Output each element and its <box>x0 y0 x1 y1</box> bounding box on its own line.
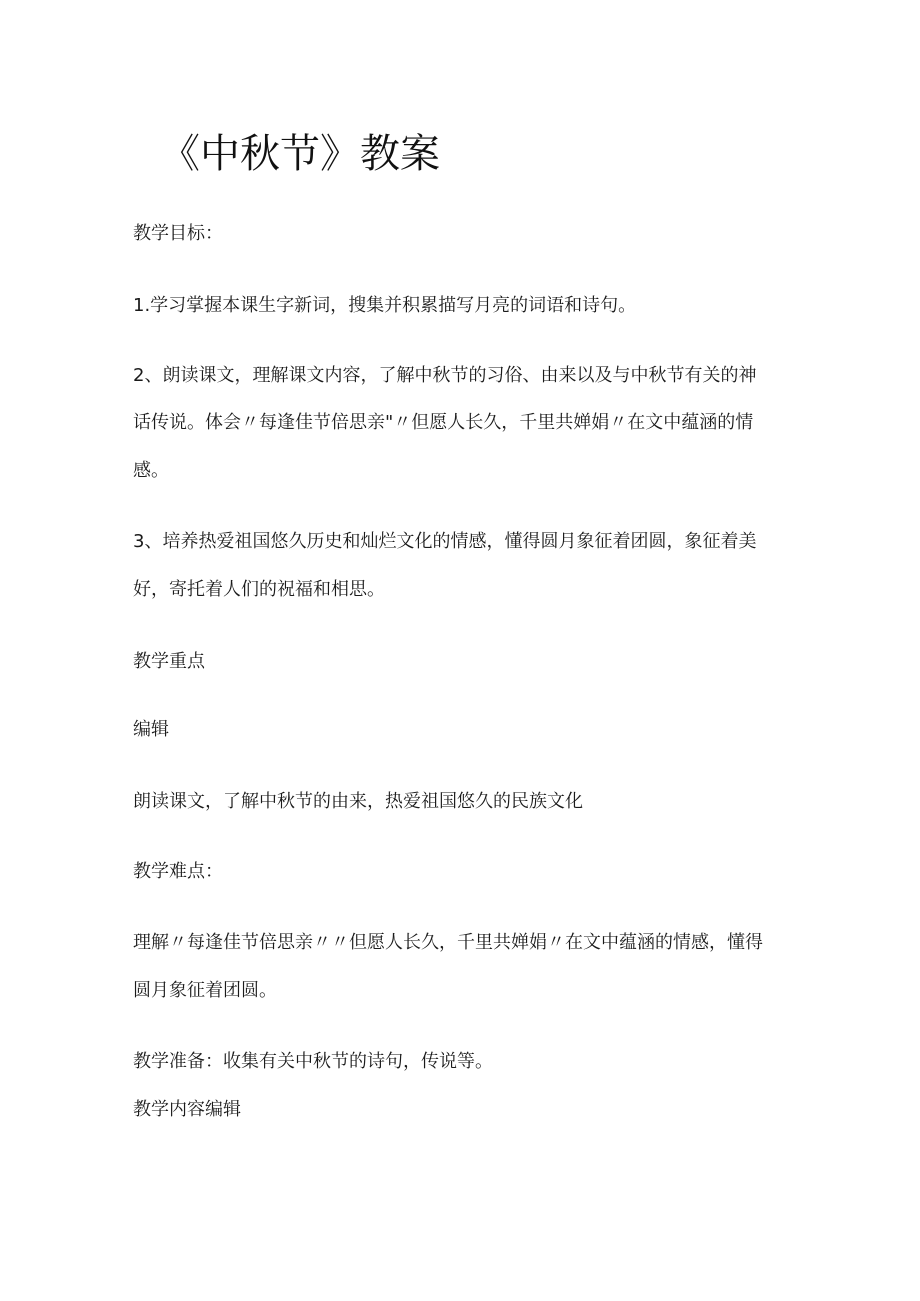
preparation-text: 教学准备：收集有关中秋节的诗句，传说等。 <box>133 1051 493 1072</box>
objective-1: 1.学习掌握本课生字新词，搜集并积累描写月亮的词语和诗句。 <box>133 295 637 316</box>
difficulties-line-2: 圆月象征着团圆。 <box>133 980 277 1001</box>
objective-3-line-1: 3、培养热爱祖国悠久历史和灿烂文化的情感，懂得圆月象征着团圆，象征着美 <box>133 531 757 552</box>
document-title: 《中秋节》教案 <box>160 131 440 177</box>
objective-2-line-1: 2、朗读课文，理解课文内容，了解中秋节的习俗、由来以及与中秋节有关的神 <box>133 365 757 386</box>
section-heading-content-edit: 教学内容编辑 <box>133 1099 241 1120</box>
section-heading-objectives: 教学目标： <box>133 223 223 244</box>
edit-label: 编辑 <box>133 719 169 740</box>
objective-2-line-2: 话传说。体会〃每逢佳节倍思亲"〃但愿人长久，千里共婵娟〃在文中蕴涵的情 <box>133 412 754 433</box>
key-points-text: 朗读课文，了解中秋节的由来，热爱祖国悠久的民族文化 <box>133 791 583 812</box>
section-heading-key-points: 教学重点 <box>133 651 205 672</box>
difficulties-line-1: 理解〃每逢佳节倍思亲〃〃但愿人长久，千里共婵娟〃在文中蕴涵的情感，懂得 <box>133 932 763 953</box>
objective-3-line-2: 好，寄托着人们的祝福和相思。 <box>133 579 385 600</box>
section-heading-difficulties: 教学难点： <box>133 861 223 882</box>
objective-2-line-3: 感。 <box>133 460 169 481</box>
